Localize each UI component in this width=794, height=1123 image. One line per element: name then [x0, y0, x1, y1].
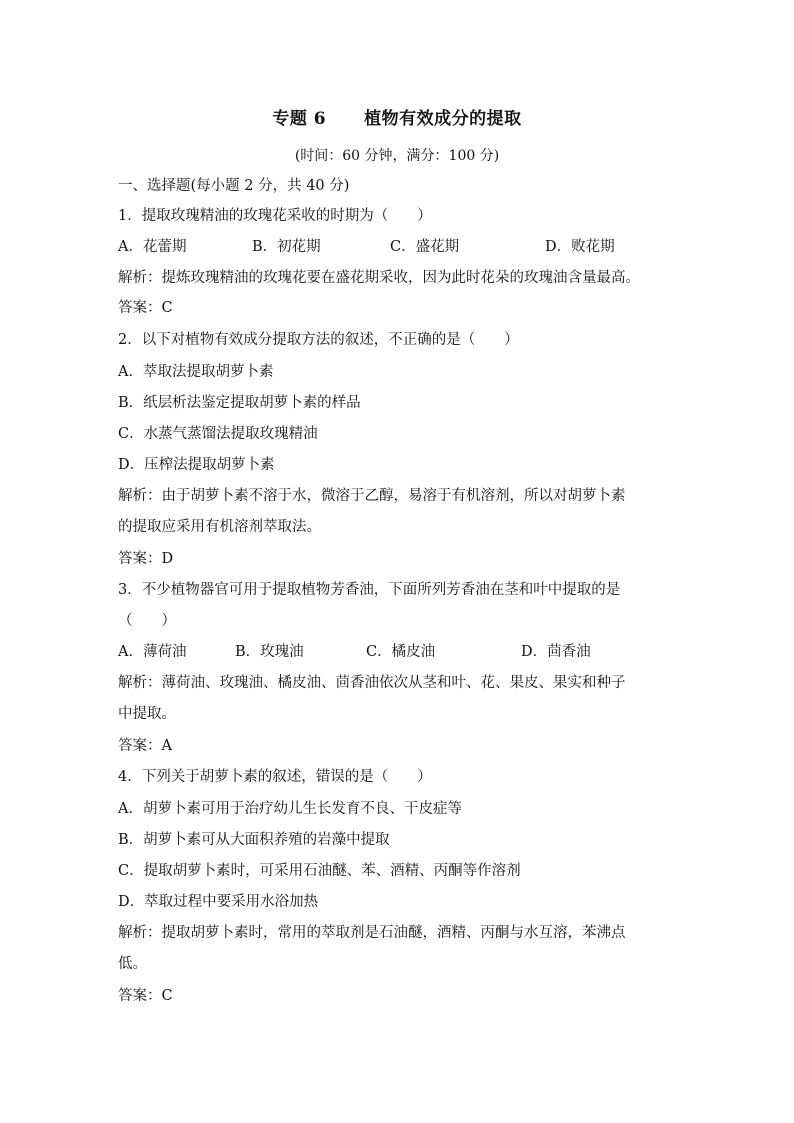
question-3-stem-line-2: （ ） [118, 613, 176, 629]
q3-option-c: C．橘皮油 [366, 644, 436, 660]
q1-option-b: B．初花期 [252, 239, 321, 255]
question-2-analysis-line-2: 的提取应采用有机溶剂萃取法。 [118, 519, 321, 535]
title-name: 植物有效成分的提取 [364, 109, 522, 129]
q3-option-d: D．茴香油 [521, 644, 591, 660]
question-2-stem: 2．以下对植物有效成分提取方法的叙述，不正确的是（ ） [118, 332, 519, 348]
q1-option-a: A．花蕾期 [118, 239, 187, 255]
q4-option-c: C．提取胡萝卜素时，可采用石油醚、苯、酒精、丙酮等作溶剂 [118, 863, 521, 879]
q1-option-d: D．败花期 [545, 239, 615, 255]
q2-option-a: A．萃取法提取胡萝卜素 [118, 364, 274, 380]
question-3-analysis-line-1: 解析：薄荷油、玫瑰油、橘皮油、茴香油依次从茎和叶、花、果皮、果实和种子 [118, 675, 626, 691]
question-4-analysis-line-1: 解析：提取胡萝卜素时，常用的萃取剂是石油醚，酒精、丙酮与水互溶，苯沸点 [118, 925, 626, 941]
question-2-answer: 答案：D [118, 551, 174, 567]
title-topic: 专题 6 [272, 109, 327, 129]
q4-option-a: A．胡萝卜素可用于治疗幼儿生长发育不良、干皮症等 [118, 801, 462, 817]
q3-option-a: A．薄荷油 [118, 644, 187, 660]
question-3-stem-line-1: 3．不少植物器官可用于提取植物芳香油，下面所列芳香油在茎和叶中提取的是 [118, 582, 621, 598]
q4-option-b: B．胡萝卜素可从大面积养殖的岩藻中提取 [118, 832, 390, 848]
question-1-answer: 答案：C [118, 300, 173, 316]
question-1-stem: 1．提取玫瑰精油的玫瑰花采收的时期为（ ） [118, 208, 432, 224]
q2-option-c: C．水蒸气蒸馏法提取玫瑰精油 [118, 426, 318, 442]
q3-option-b: B．玫瑰油 [235, 644, 304, 660]
question-3-analysis-line-2: 中提取。 [118, 706, 176, 722]
q1-option-c: C．盛花期 [390, 239, 460, 255]
q2-option-d: D．压榨法提取胡萝卜素 [118, 457, 275, 473]
section-heading: 一、选择题(每小题 2 分，共 40 分) [118, 178, 350, 194]
question-4-answer: 答案：C [118, 988, 173, 1004]
page-subtitle: (时间：60 分钟，满分：100 分) [294, 148, 500, 164]
page-title [0, 104, 794, 129]
question-4-analysis-line-2: 低。 [118, 956, 147, 972]
q4-option-d: D．萃取过程中要采用水浴加热 [118, 894, 319, 910]
question-3-answer: 答案：A [118, 738, 172, 754]
q2-option-b: B．纸层析法鉴定提取胡萝卜素的样品 [118, 395, 361, 411]
question-4-stem: 4．下列关于胡萝卜素的叙述，错误的是（ ） [118, 769, 432, 785]
question-1-analysis: 解析：提炼玫瑰精油的玫瑰花要在盛花期采收，因为此时花朵的玫瑰油含量最高。 [118, 270, 640, 286]
question-2-analysis-line-1: 解析：由于胡萝卜素不溶于水，微溶于乙醇，易溶于有机溶剂，所以对胡萝卜素 [118, 488, 626, 504]
